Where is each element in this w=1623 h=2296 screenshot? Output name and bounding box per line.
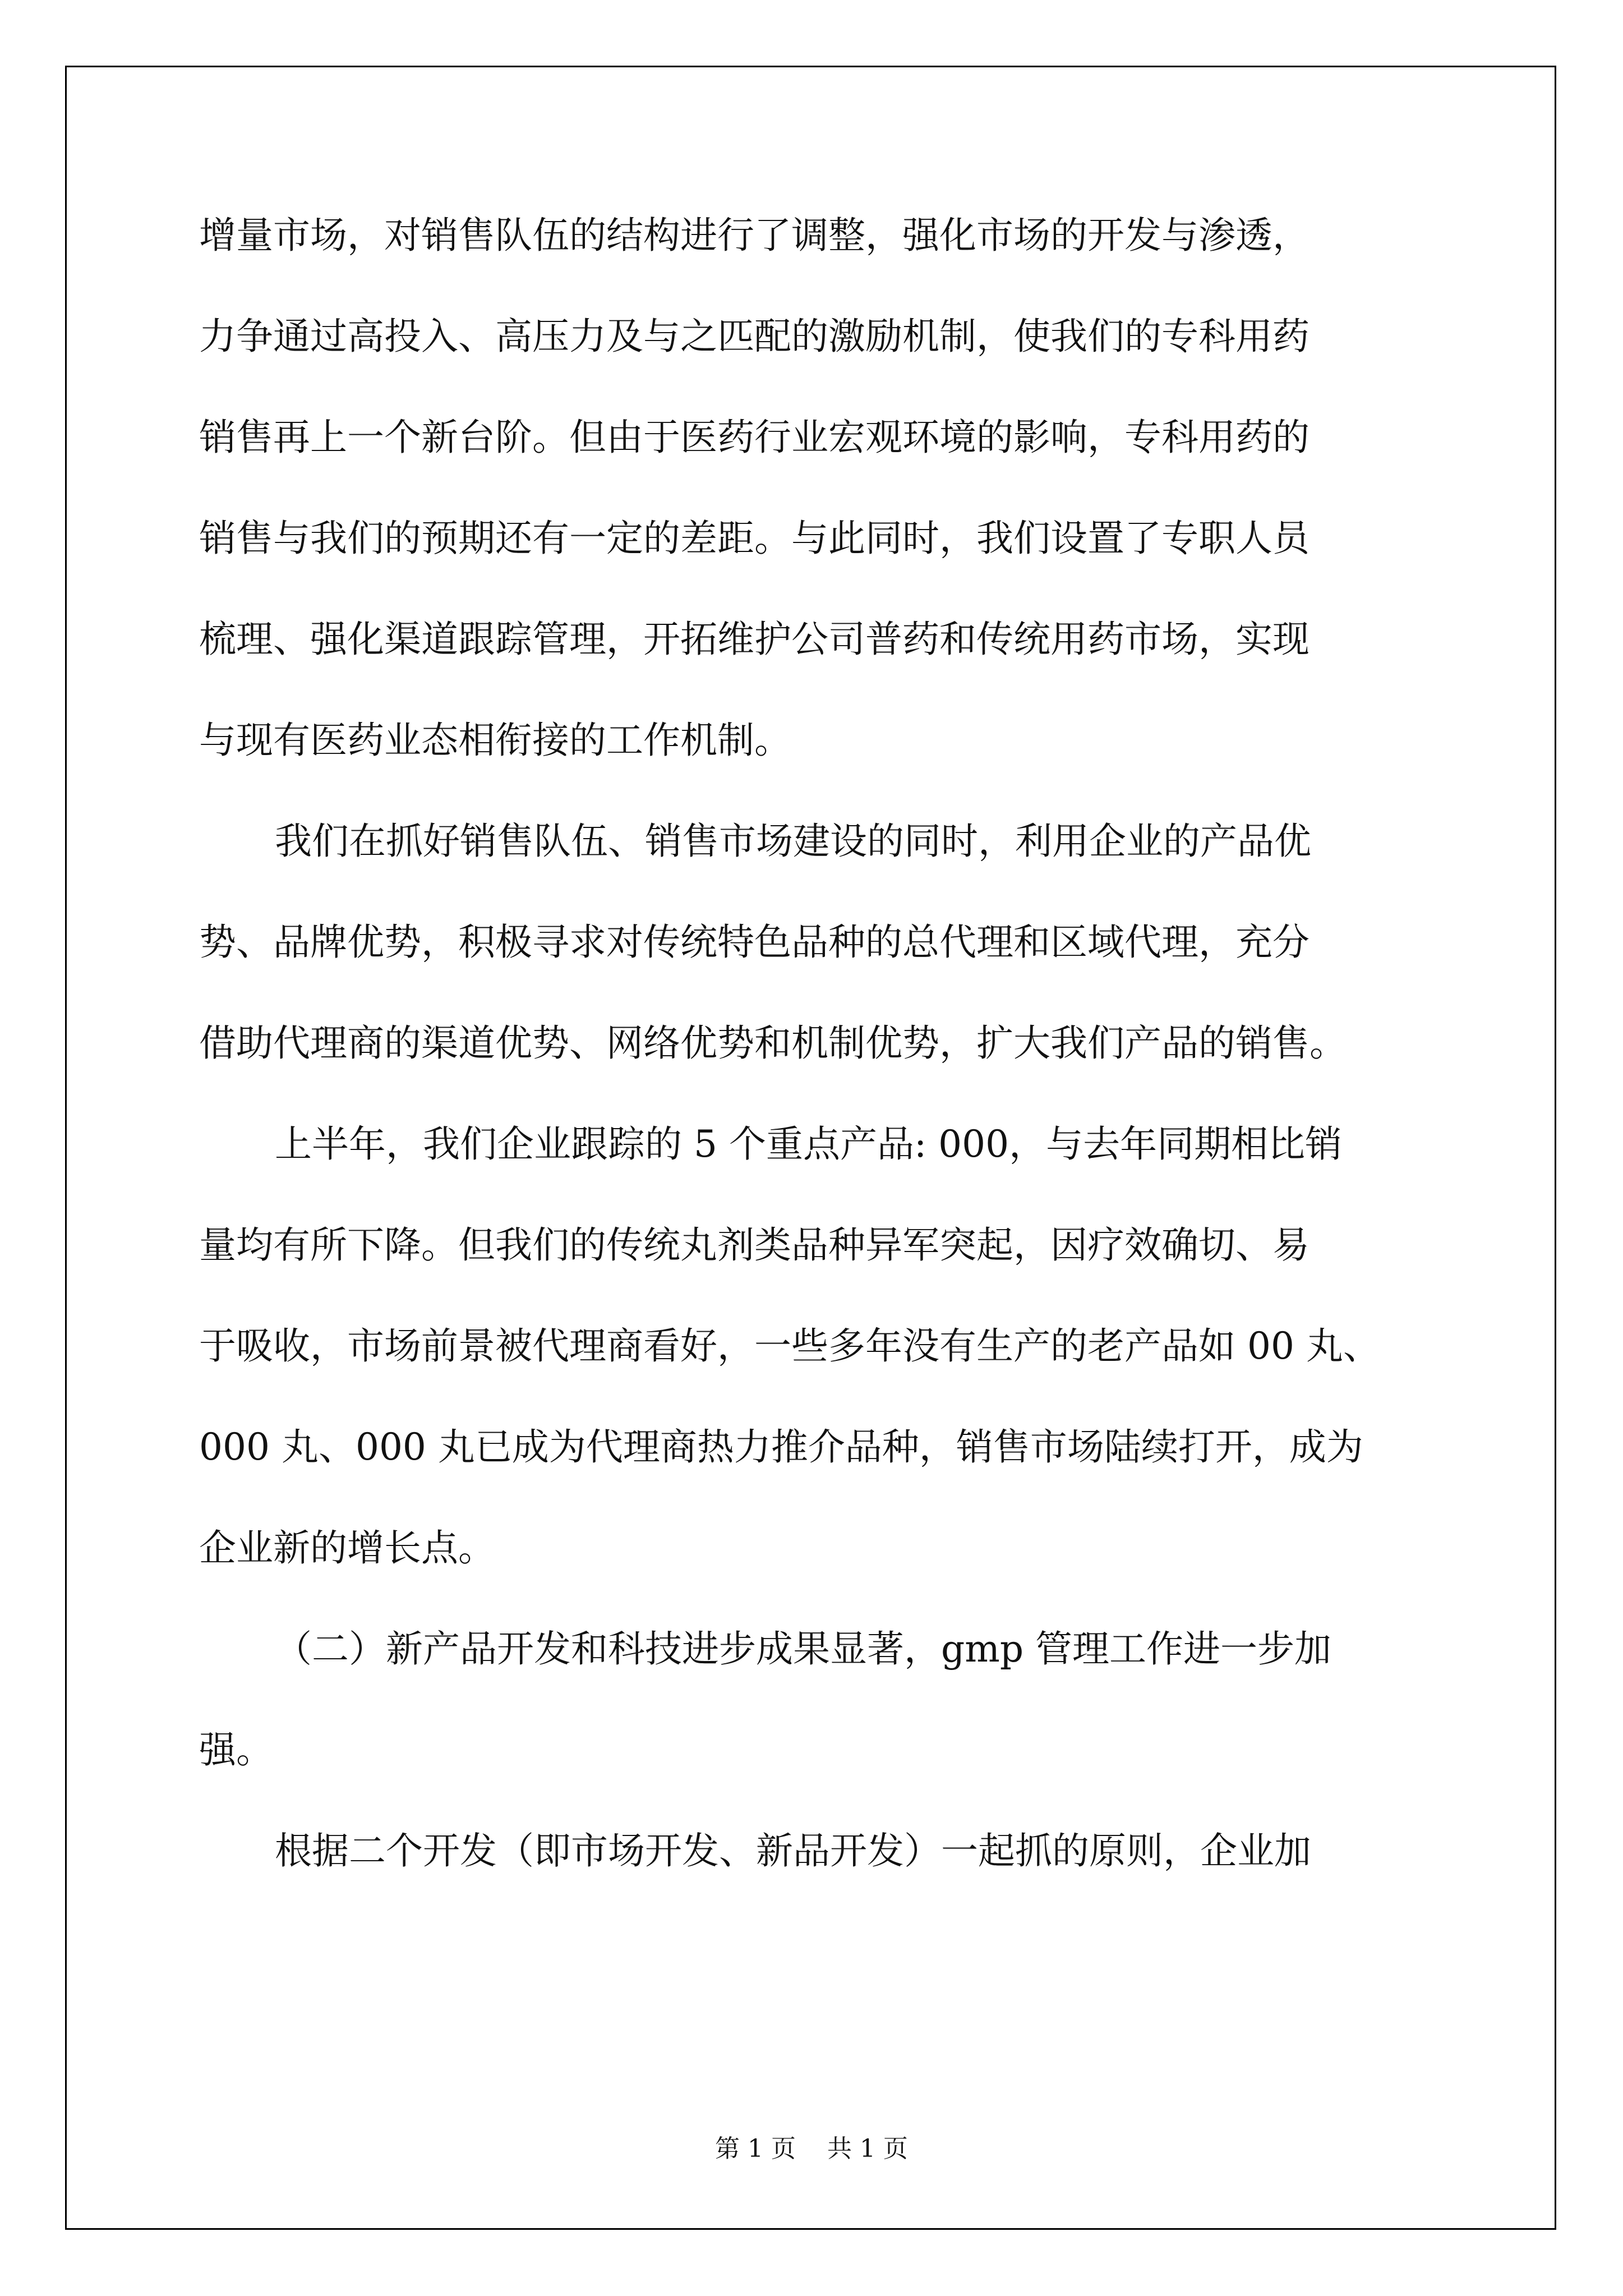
text-line-17: 根据二个开发（即市场开发、新品开发）一起抓的原则，企业加 <box>275 1829 1311 1872</box>
text-line-16: 强。 <box>199 1728 273 1772</box>
footer-total-pages: 共 1 页 <box>827 2134 908 2163</box>
text-line-2: 力争通过高投入、高压力及与之匹配的激励机制，使我们的专科用药 <box>199 315 1310 358</box>
text-line-3: 销售再上一个新台阶。但由于医药行业宏观环境的影响，专科用药的 <box>199 416 1310 459</box>
text-line-12: 于吸收，市场前景被代理商看好，一些多年没有生产的老产品如 00 丸、 <box>199 1324 1380 1368</box>
text-line-8: 势、品牌优势，积极寻求对传统特色品种的总代理和区域代理，充分 <box>199 921 1310 964</box>
text-line-11: 量均有所下降。但我们的传统丸剂类品种异军突起，因疗效确切、易 <box>199 1223 1310 1267</box>
text-line-4: 销售与我们的预期还有一定的差距。与此同时，我们设置了专职人员 <box>199 517 1310 560</box>
footer-page-number: 第 1 页 <box>715 2134 796 2163</box>
text-line-10: 上半年，我们企业跟踪的 5 个重点产品: 000，与去年同期相比销 <box>275 1122 1343 1166</box>
text-line-13: 000 丸、000 丸已成为代理商热力推介品种，销售市场陆续打开，成为 <box>199 1425 1363 1469</box>
page-footer <box>0 2132 1623 2166</box>
text-line-6: 与现有医药业态相衔接的工作机制。 <box>199 719 791 762</box>
text-line-5: 梳理、强化渠道跟踪管理，开拓维护公司普药和传统用药市场，实现 <box>199 618 1310 661</box>
text-line-15: （二）新产品开发和科技进步成果显著，gmp 管理工作进一步加 <box>275 1627 1332 1671</box>
text-line-7: 我们在抓好销售队伍、销售市场建设的同时，利用企业的产品优 <box>275 820 1311 863</box>
text-line-1: 增量市场，对销售队伍的结构进行了调整，强化市场的开发与渗透， <box>199 214 1310 257</box>
text-line-14: 企业新的增长点。 <box>199 1526 495 1570</box>
text-line-9: 借助代理商的渠道优势、网络优势和机制优势，扩大我们产品的销售。 <box>199 1022 1347 1065</box>
